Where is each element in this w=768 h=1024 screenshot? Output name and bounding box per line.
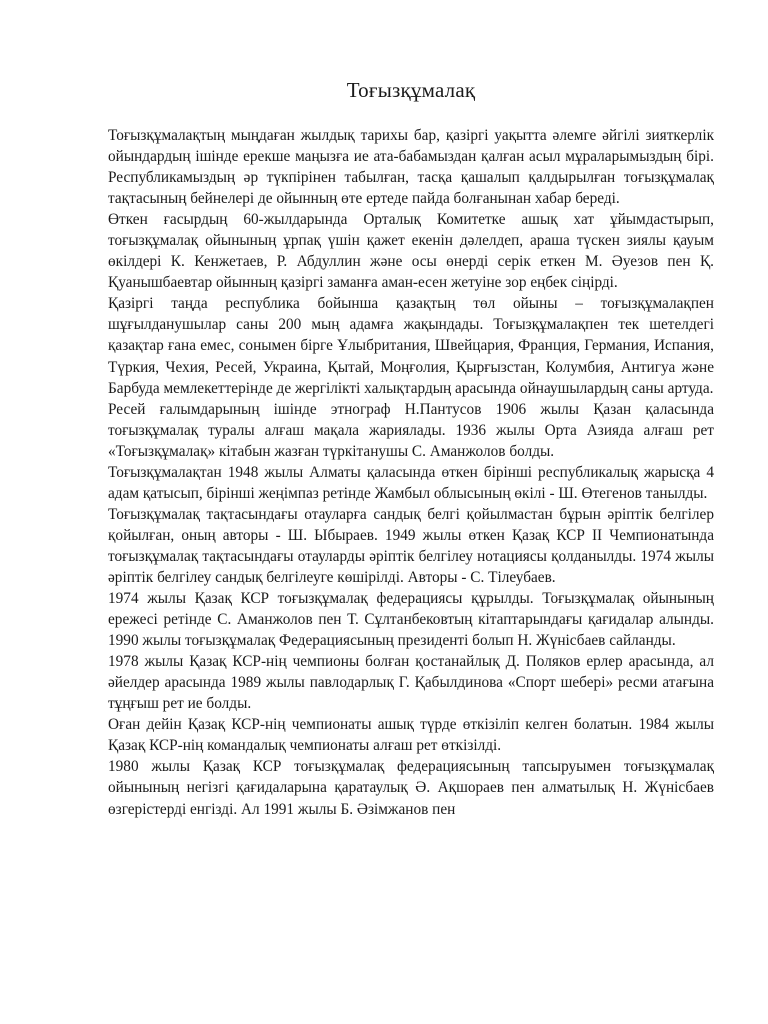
paragraph-federation: 1974 жылы Қазақ КСР тоғызқұмалақ федерациясы құрылды. Тоғызқұмалақ ойынының ережесі ретінде С. Аманжолов пен Т. Сұлтанбековтың кітаптарындағы қағидалар алынды. 1990 жылы тоғызқұмалақ Федерациясының президенті болып Н. Жүнісбаев сайланды. (108, 590, 714, 650)
paragraph-notation: Тоғызқұмалақ тақтасындағы отауларға сандық белгі қойылмастан бұрын әріптік белгілер қойылған, оның авторы - Ш. Ыбыраев. 1949 жылы өткен Қазақ КСР ІІ Чемпионатында тоғызқұмалақ тақтасындағы отауларды әріптік белгілеу нотациясы қолданылды. 1974 жылы әріптік белгілеу сандық белгілеуге көшірілді. Авторы - С. Тілеубаев. (108, 505, 714, 586)
paragraph-history: Тоғызқұмалақтың мыңдаған жылдық тарихы бар, қазіргі уақытта әлемге әйгілі зияткерлік ойындардың ішінде ерекше маңызға ие ата-бабамыздан қалған асыл мұраларымыздың бірі. Республикамыздың әр түкпірінен табылған, тасқа қашалып қалдырылған тоғызқұмалақ тақтасының бейнелері де ойынның өте ертеде пайда болғанынан хабар береді. (108, 127, 714, 208)
paragraph-russian-scholars: Ресей ғалымдарының ішінде этнограф Н.Пантусов 1906 жылы Қазан қаласында тоғызқұмалақ туралы алғаш мақала жариялады. 1936 жылы Орта Азияда алғаш рет «Тоғызқұмалақ» кітабын жазған түркітанушы С. Аманжолов болды. (108, 400, 714, 460)
document-body (108, 125, 714, 820)
document-title: Тоғызқұмалақ (346, 78, 476, 102)
paragraph-popularity: Қазіргі таңда республика бойынша қазақтың төл ойыны – тоғызқұмалақпен шұғылданушылар саны 200 мың адамға жақындады. Тоғызқұмалақпен тек шетелдегі қазақтар ғана емес, сонымен бірге Ұлыбритания, Швейцария, Франция, Германия, Испания, Түркия, Чехия, Ресей, Украина, Қытай, Моңғолия, Қырғызстан, Колумбия, Антигуа және Барбуда мемлекеттерінде де жергілікті халықтардың арасында ойнаушылардың саны артуда. (108, 295, 714, 397)
paragraph-first-championship: Тоғызқұмалақтан 1948 жылы Алматы қаласында өткен бірінші республикалық жарысқа 4 адам қатысып, бірінші жеңімпаз ретінде Жамбыл облысының өкілі - Ш. Өтегенов танылды. (108, 463, 714, 502)
paragraph-rule-changes: 1980 жылы Қазақ КСР тоғызқұмалақ федерациясының тапсыруымен тоғызқұмалақ ойынының негізгі қағидаларына қаратаулық Ә. Ақшораев пен алматылық Н. Жүнісбаев өзгерістерді енгізді. Ал 1991 жылы Б. Әзімжанов пен (108, 758, 714, 818)
paragraph-sixties-letter: Өткен ғасырдың 60-жылдарында Орталық Комитетке ашық хат ұйымдастырып, тоғызқұмалақ ойынының ұрпақ үшін қажет екенін дәлелдеп, араша түскен зиялы қауым өкілдері К. Кенжетаев, Р. Абдуллин және осы өнерді серік еткен М. Әуезов пен Қ. Қуанышбаевтар ойынның қазіргі заманға аман-есен жетуіне зор еңбек сіңірді. (108, 211, 714, 292)
paragraph-team-championship: Оған дейін Қазақ КСР-нің чемпионаты ашық түрде өткізіліп келген болатын. 1984 жылы Қазақ КСР-нің командалық чемпионаты алғаш рет өткізілді. (108, 716, 714, 755)
paragraph-sport-masters: 1978 жылы Қазақ КСР-нің чемпионы болған қостанайлық Д. Поляков ерлер арасында, ал әйелдер арасында 1989 жылы павлодарлық Г. Қабылдинова «Спорт шебері» ресми атағына тұңғыш рет ие болды. (108, 653, 714, 713)
document-page (108, 0, 714, 820)
